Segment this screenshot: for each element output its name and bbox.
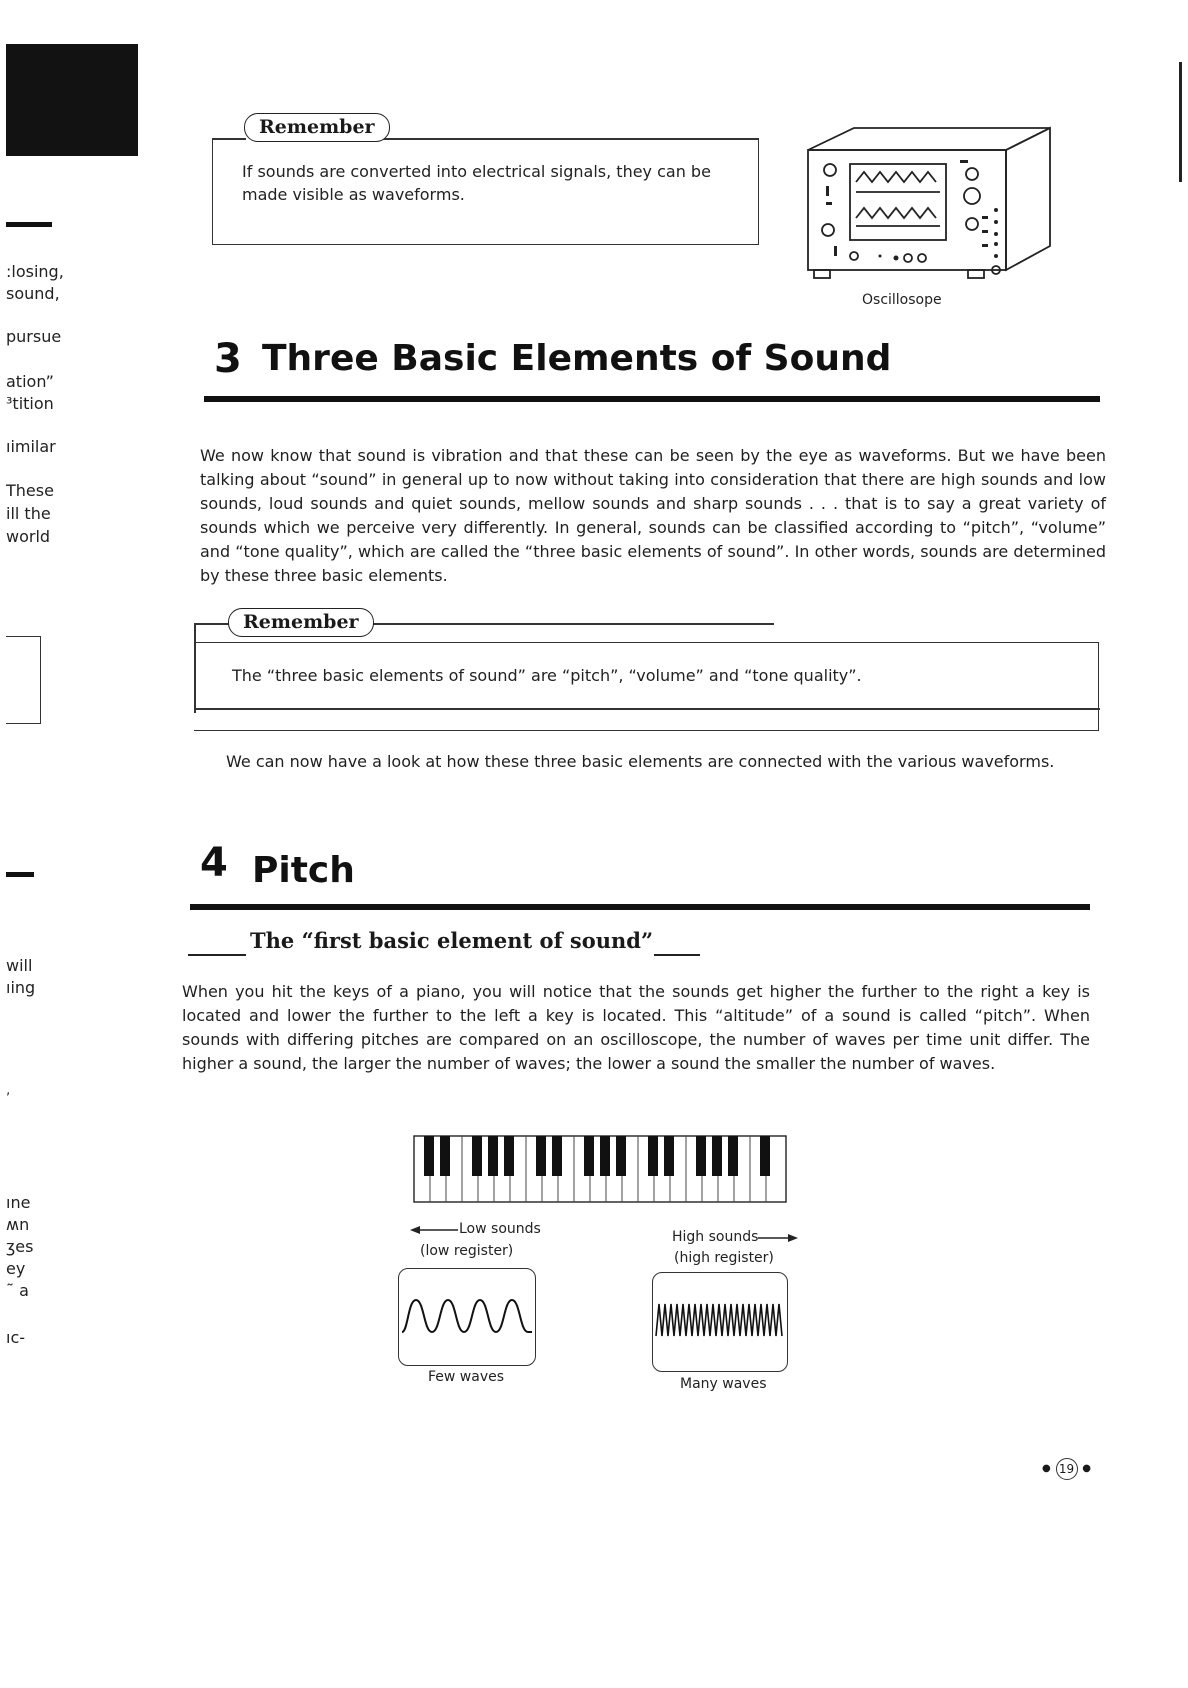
section-body: When you hit the keys of a piano, you will notice that the sounds get higher the further to the right a key is located and lower the further to the left a key is located. This “altitude” of a sound is called “pitch”. When sounds with differing pitches are compared on an oscilloscope, the number of waves per time unit differ. The higher a sound, the larger the number of waves; the lower a sound the smaller the number of waves. bbox=[182, 982, 1090, 1073]
margin-fragment: These bbox=[6, 481, 54, 500]
margin-fragment: ill the bbox=[6, 504, 51, 523]
margin-fragment: ʒes bbox=[6, 1237, 34, 1256]
bridge-text: We can now have a look at how these three basic elements are connected with the various waveforms. bbox=[226, 752, 1055, 771]
section-number: 3 bbox=[214, 336, 242, 382]
section-rule bbox=[204, 396, 1100, 402]
remember-text: If sounds are converted into electrical signals, they can be made visible as waveforms. bbox=[242, 162, 711, 204]
section-number: 4 bbox=[200, 840, 228, 886]
section-body: We now know that sound is vibration and that these can be seen by the eye as waveforms. But we have been talking about “sound” in general up to now without taking into consideration that there are high sounds and low sounds, loud sounds and quiet sounds, mellow sounds and sharp sounds . . . that is to say a great variety of sounds which we perceive very differently. In general, sounds can be classified according to “pitch”, “volume” and “tone quality”, which are called the “three basic elements of sound”. In other words, sounds are determined by these three basic elements. bbox=[200, 446, 1106, 585]
margin-fragment: pursue bbox=[6, 327, 62, 346]
page-edge-bar bbox=[1179, 62, 1182, 182]
low-sounds-label: Low sounds bbox=[459, 1221, 541, 1237]
oscilloscope-illustration bbox=[800, 120, 1060, 295]
margin-fragment: ˜ a bbox=[6, 1281, 29, 1300]
section-subtitle: The “first basic element of sound” bbox=[250, 928, 654, 953]
arrow-right-icon bbox=[758, 1233, 798, 1243]
margin-fragment: ıc- bbox=[6, 1328, 26, 1347]
remember-label: Remember bbox=[228, 608, 374, 637]
subtitle-dash bbox=[654, 954, 700, 956]
page-number-value: 19 bbox=[1056, 1458, 1078, 1480]
margin-fragment: ıne bbox=[6, 1193, 31, 1212]
margin-fragment: will bbox=[6, 956, 33, 975]
few-waves-caption: Few waves bbox=[428, 1369, 505, 1385]
section-title: Three Basic Elements of Sound bbox=[262, 338, 892, 379]
margin-fragment: world bbox=[6, 527, 51, 546]
margin-fragment: ʼ bbox=[6, 1091, 11, 1106]
subtitle-dash bbox=[188, 954, 246, 956]
remember-label: Remember bbox=[244, 113, 390, 142]
remember-text: The “three basic elements of sound” are “pitch”, “volume” and “tone quality”. bbox=[232, 666, 862, 685]
low-register-label: (low register) bbox=[420, 1243, 514, 1259]
margin-fragment: sound, bbox=[6, 284, 60, 303]
margin-fragment: ʍn bbox=[6, 1215, 30, 1234]
piano-keyboard-illustration bbox=[412, 1134, 792, 1206]
bullet: ● bbox=[1082, 1463, 1092, 1474]
margin-fragment: ³tition bbox=[6, 394, 54, 413]
page-number bbox=[1042, 1458, 1091, 1480]
bullet: ● bbox=[1042, 1463, 1051, 1474]
margin-fragment: :losing, bbox=[6, 262, 64, 281]
high-register-label: (high register) bbox=[674, 1250, 774, 1266]
margin-dash bbox=[6, 872, 34, 877]
section-title: Pitch bbox=[252, 850, 355, 891]
high-sounds-label: High sounds bbox=[672, 1229, 759, 1245]
arrow-left-icon bbox=[410, 1225, 458, 1235]
margin-fragment: ey bbox=[6, 1259, 26, 1278]
margin-dash bbox=[6, 222, 52, 227]
adjacent-page-box-edge bbox=[6, 636, 41, 724]
oscilloscope-caption: Oscillosope bbox=[862, 292, 942, 308]
margin-fragment: ıimilar bbox=[6, 437, 56, 456]
many-waves-caption: Many waves bbox=[680, 1376, 767, 1392]
section-rule bbox=[190, 904, 1090, 910]
adjacent-page-black-tab bbox=[6, 44, 138, 156]
low-waveform bbox=[400, 1292, 534, 1340]
margin-fragment: ation” bbox=[6, 372, 54, 391]
high-waveform bbox=[654, 1298, 786, 1342]
margin-fragment: ıing bbox=[6, 978, 36, 997]
